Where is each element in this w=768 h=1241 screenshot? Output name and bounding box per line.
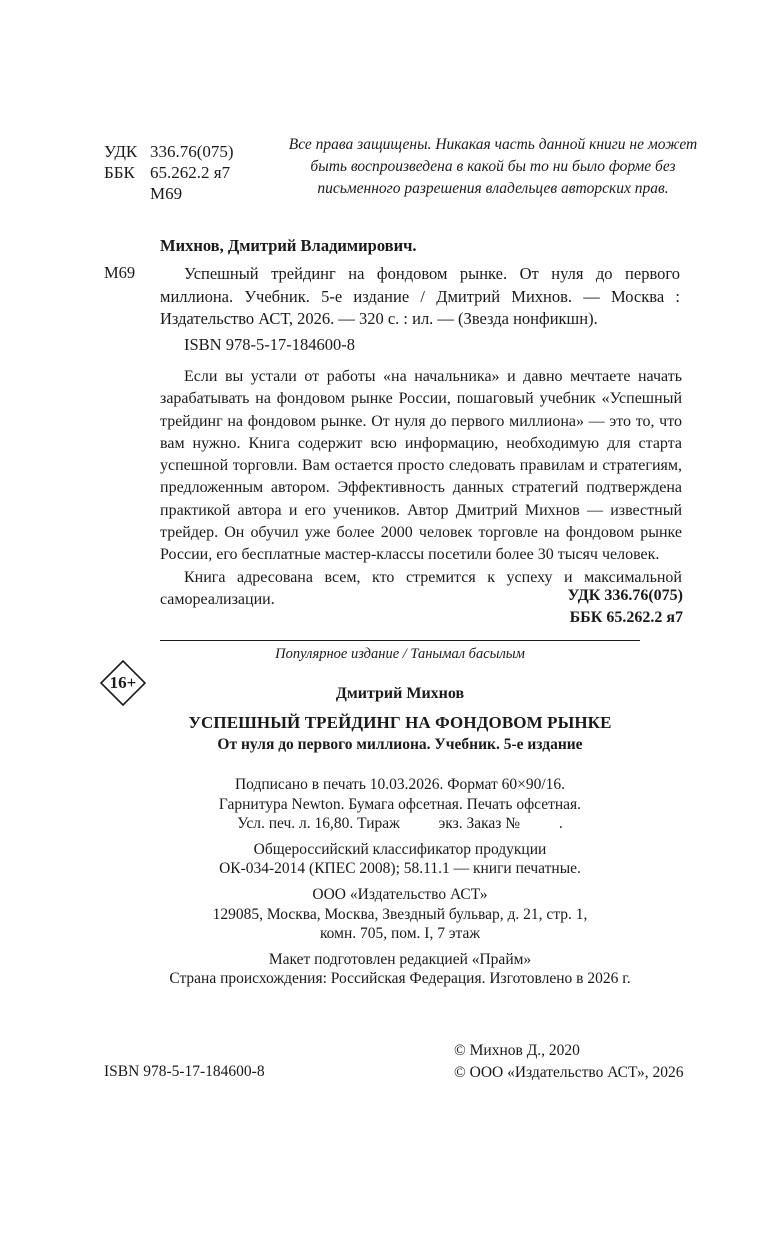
- imprint-block: [160, 775, 640, 989]
- biblio-side-mark: М69: [104, 263, 136, 282]
- imprint-line: Гарнитура Newton. Бумага офсетная. Печать офсетная.: [218, 795, 582, 813]
- divider-line: [160, 640, 640, 641]
- author-mark-row: [104, 183, 182, 204]
- author-heading: Михнов, Дмитрий Владимирович.: [160, 236, 417, 255]
- copyright-author: © Михнов Д., 2020: [454, 1042, 580, 1059]
- rights-notice: Все права защищены. Никакая часть данной книги не может быть воспроизведена в какой бы то ни было форме без письменного разрешения владельцев авторских прав.: [288, 136, 698, 197]
- classification-codes-right: [568, 585, 683, 629]
- imprint-line: 129085, Москва, Москва, Звездный бульвар, д. 21, стр. 1,: [212, 905, 588, 923]
- age-rating-label: 16+: [109, 673, 137, 692]
- bbk-value: 65.262.2 я7: [150, 163, 231, 182]
- imprint-line: Общероссийский классификатор продукции: [253, 840, 547, 858]
- imprint-line: ОК-034-2014 (КПЕС 2008); 58.11.1 — книги печатные.: [219, 860, 581, 878]
- annotation: [160, 366, 682, 611]
- udk-row: [104, 141, 234, 162]
- isbn-bottom: ISBN 978-5-17-184600-8: [104, 1063, 265, 1080]
- bibliographic-record: Успешный трейдинг на фондовом рынке. От нуля до первого миллиона. Учебник. 5-е издание / Дмитрий Михнов. — Москва : Издательство АСТ, 2026. — 320 с. : ил. — (Звезда нонфикшн).: [160, 264, 680, 328]
- author-name: Дмитрий Михнов: [335, 685, 465, 702]
- annotation-paragraph: Если вы устали от работы «на начальника» и давно мечтаете начать зарабатывать на фондовом рынке России, пошаговый учебник «Успешный трейдинг на фондовом рынке. От нуля до первого миллиона» — это то, что вам нужно. Книга содержит всю информацию, необходимую для старта успешной торговли. Вам остается просто следовать правилам и стратегиям, предложенным автором. Эффективность данных стратегий подтверждена практикой автора и его учеников. Автор Дмитрий Михнов — известный трейдер. Он обучил уже более 2000 человек торговле на фондовом рынке России, его бесплатные мастер-классы посетили более 30 тысяч человек.: [160, 368, 682, 564]
- annotation-paragraph: Книга адресована всем, кто стремится к успеху и максимальной самореализации.: [160, 568, 682, 608]
- author-mark: М69: [150, 184, 183, 203]
- udk-label: УДК: [104, 142, 138, 161]
- age-rating-badge: [100, 660, 146, 706]
- imprint-line: Подписано в печать 10.03.2026. Формат 60×90/16.: [234, 776, 566, 793]
- bbk-label: ББК: [104, 163, 135, 182]
- udk-code-right: УДК 336.76(075): [567, 587, 683, 604]
- bbk-code-right: ББК 65.262.2 я7: [569, 609, 683, 626]
- popular-edition-label: Популярное издание / Танымал басылым: [275, 646, 525, 662]
- book-title: УСПЕШНЫЙ ТРЕЙДИНГ НА ФОНДОВОМ РЫНКЕ: [188, 713, 612, 732]
- imprint-line: ООО «Издательство АСТ»: [312, 885, 488, 903]
- imprint-line: Страна происхождения: Российская Федерация. Изготовлено в 2026 г.: [169, 970, 631, 988]
- copyright-publisher: © ООО «Издательство АСТ», 2026: [454, 1064, 684, 1081]
- book-subtitle: От нуля до первого миллиона. Учебник. 5-е издание: [217, 736, 583, 753]
- bbk-row: [104, 162, 230, 183]
- imprint-line: Усл. печ. л. 16,80. Тираж экз. Заказ № .: [237, 815, 563, 833]
- imprint-line: Макет подготовлен редакцией «Прайм»: [268, 950, 532, 968]
- isbn-top: ISBN 978-5-17-184600-8: [184, 335, 355, 354]
- udk-value: 336.76(075): [150, 142, 234, 161]
- imprint-line: комн. 705, пом. I, 7 этаж: [319, 925, 481, 943]
- copyright-block: [454, 1040, 684, 1084]
